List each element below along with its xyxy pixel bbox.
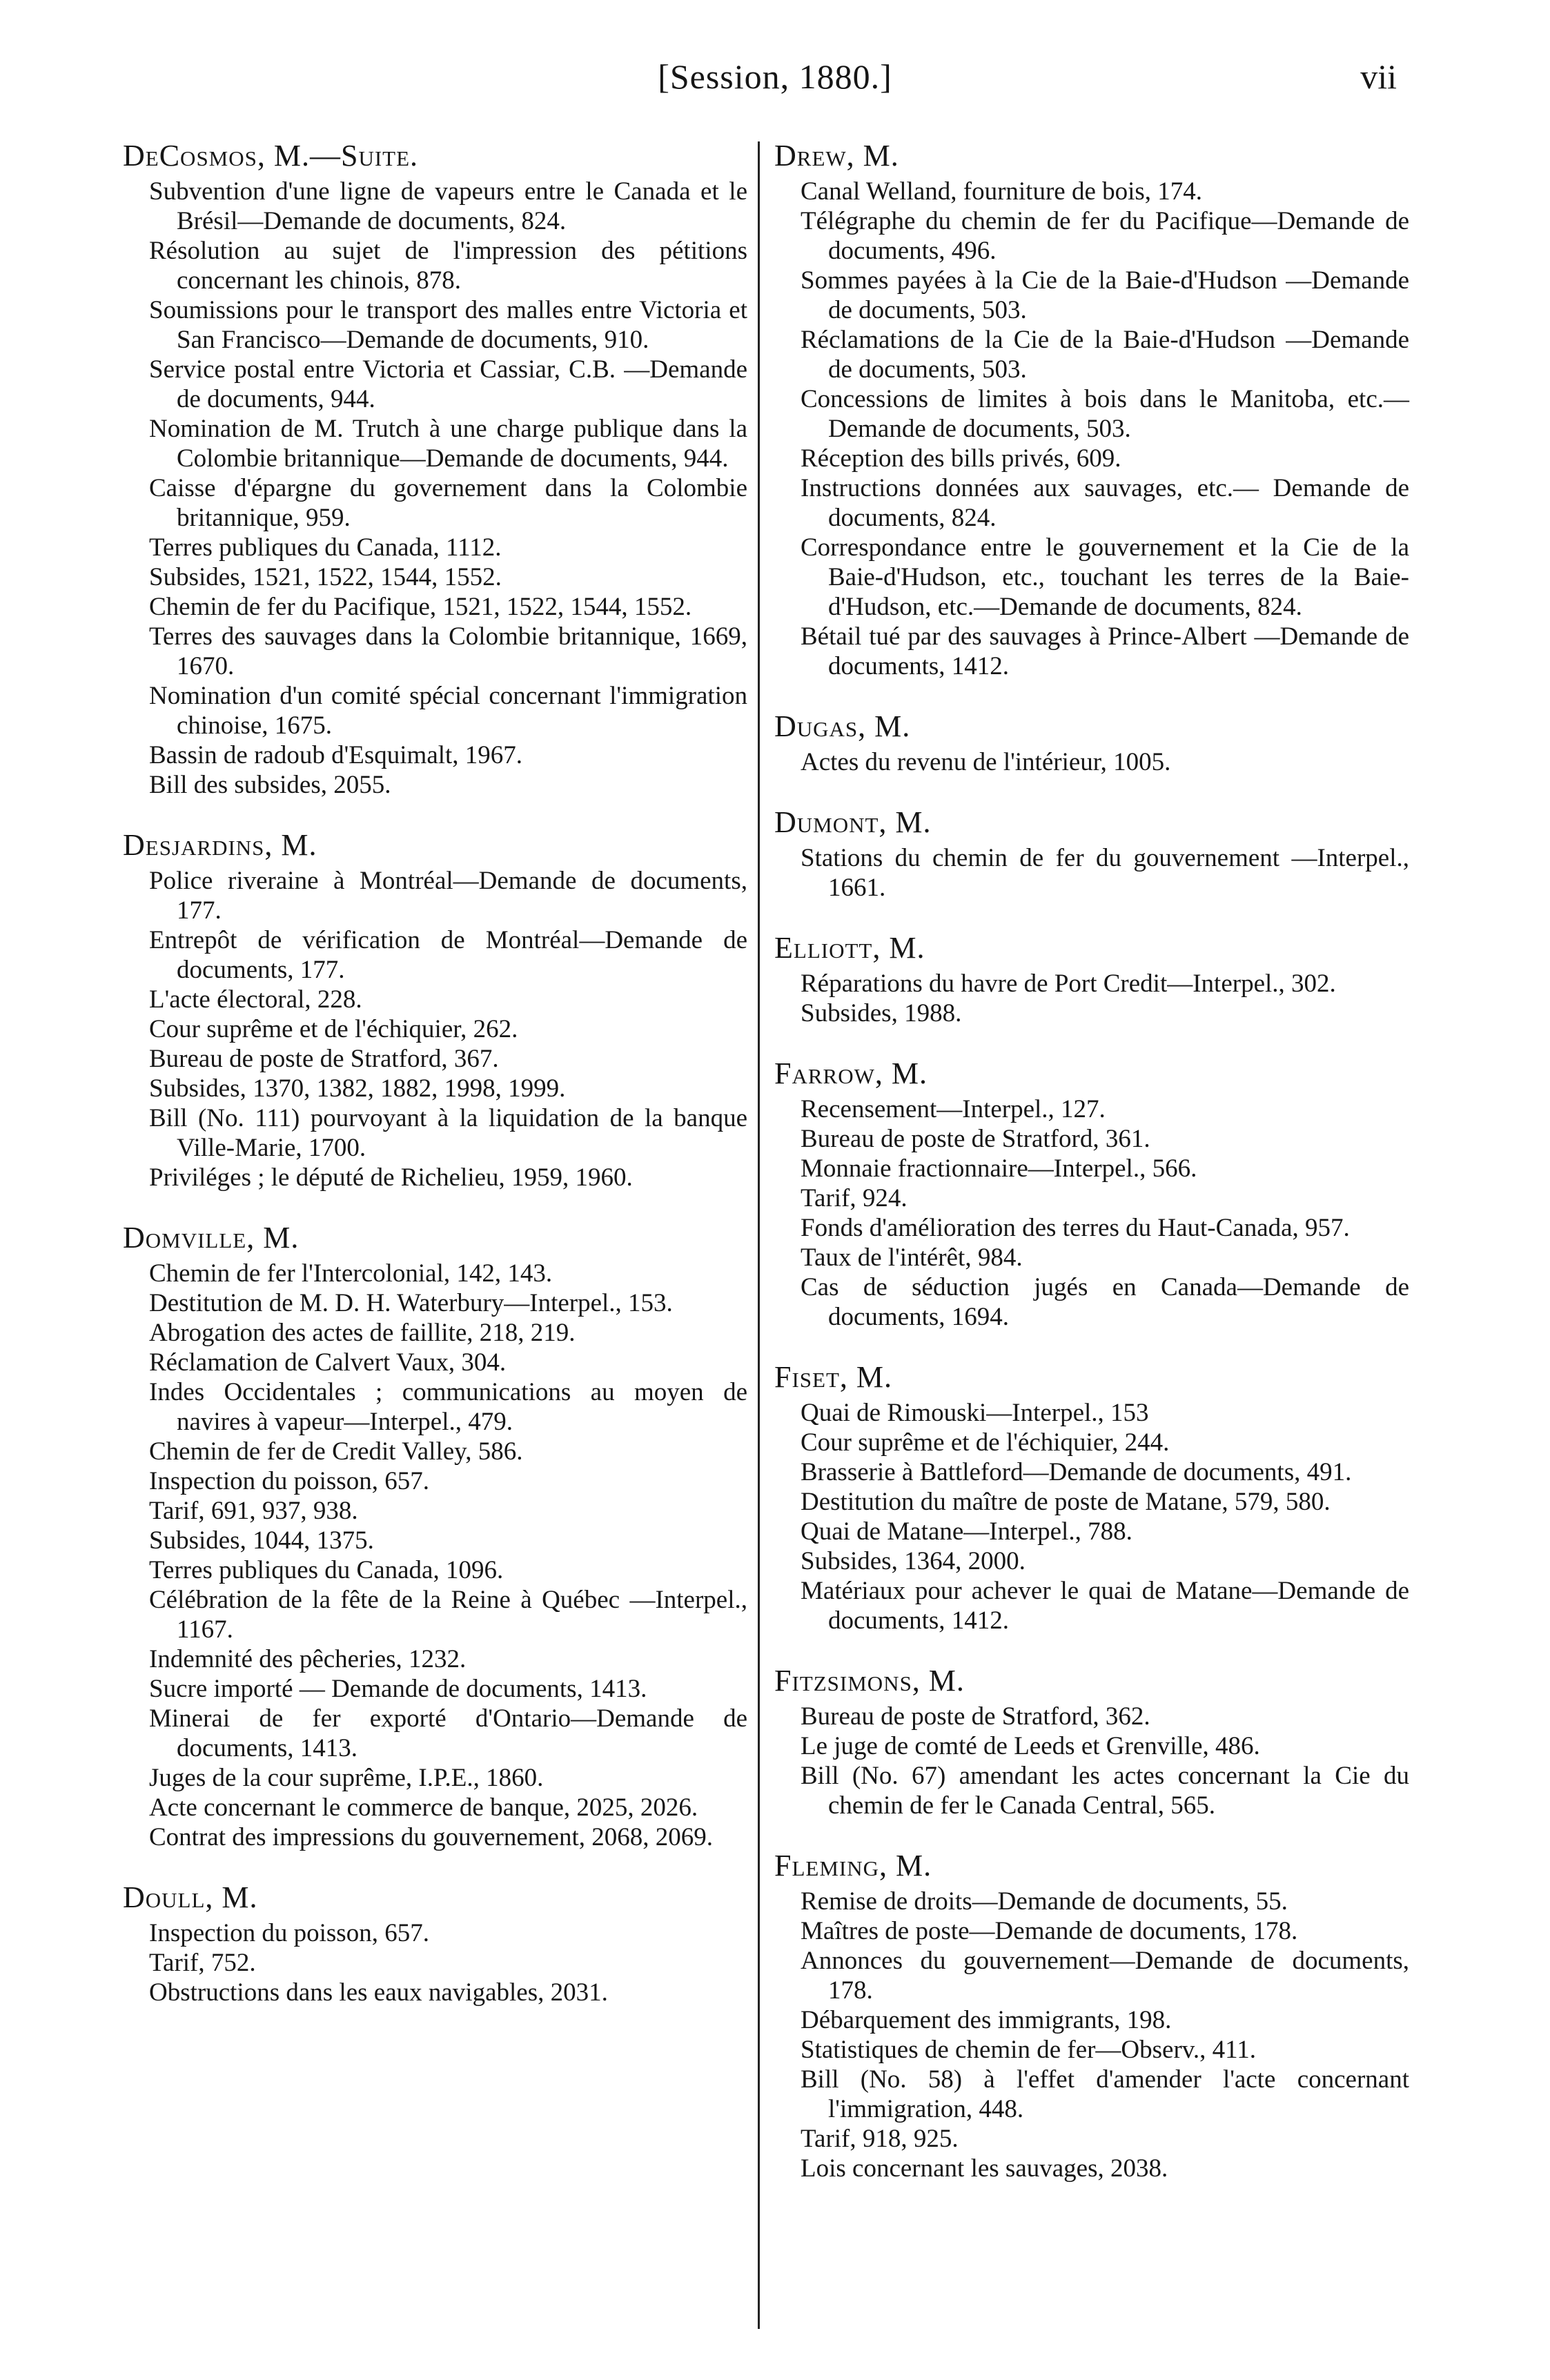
index-entry: Nomination de M. Trutch à une charge publique dans la Colombie britannique—Demande de documents, 944. bbox=[149, 415, 747, 473]
member-name: Drew, M. bbox=[774, 139, 899, 173]
index-entry: Cas de séduction jugés en Canada—Demande de documents, 1694. bbox=[801, 1273, 1409, 1331]
member-name: Dumont, M. bbox=[774, 805, 932, 839]
entry-list bbox=[774, 969, 1409, 1028]
index-entry: Service postal entre Victoria et Cassiar, C.B. —Demande de documents, 944. bbox=[149, 355, 747, 413]
index-section bbox=[774, 1848, 1409, 2183]
index-entry: Abrogation des actes de faillite, 218, 219. bbox=[149, 1319, 576, 1347]
index-entry: Subsides, 1521, 1522, 1544, 1552. bbox=[149, 563, 502, 591]
index-entry: Obstructions dans les eaux navigables, 2031. bbox=[149, 1978, 608, 2007]
index-entry: Recensement—Interpel., 127. bbox=[801, 1095, 1106, 1123]
index-entry: Monnaie fractionnaire—Interpel., 566. bbox=[801, 1154, 1197, 1183]
entry-list bbox=[774, 747, 1409, 777]
member-name: Farrow, M. bbox=[774, 1056, 928, 1090]
index-entry: Instructions données aux sauvages, etc.— Demande de documents, 824. bbox=[801, 474, 1409, 532]
right-column bbox=[774, 138, 1409, 2211]
entry-list bbox=[774, 177, 1409, 681]
index-section bbox=[774, 138, 1409, 681]
entry-list bbox=[123, 177, 747, 800]
index-entry: Soumissions pour le transport des malles entre Victoria et San Francisco—Demande de documents, 910. bbox=[149, 296, 747, 354]
index-entry: Sommes payées à la Cie de la Baie-d'Hudson —Demande de documents, 503. bbox=[801, 266, 1409, 324]
index-entry: Acte concernant le commerce de banque, 2025, 2026. bbox=[149, 1793, 698, 1822]
index-entry: Réclamation de Calvert Vaux, 304. bbox=[149, 1348, 507, 1377]
index-entry: Minerai de fer exporté d'Ontario—Demande de documents, 1413. bbox=[149, 1704, 747, 1762]
index-entry: Taux de l'intérêt, 984. bbox=[801, 1243, 1023, 1272]
index-entry: Résolution au sujet de l'impression des pétitions concernant les chinois, 878. bbox=[149, 237, 747, 295]
index-entry: Chemin de fer du Pacifique, 1521, 1522, 1544, 1552. bbox=[149, 593, 692, 621]
index-entry: Bill (No. 67) amendant les actes concernant la Cie du chemin de fer le Canada Central, 565. bbox=[801, 1762, 1409, 1820]
index-section bbox=[774, 1663, 1409, 1820]
index-entry: Bill (No. 111) pourvoyant à la liquidation de la banque Ville-Marie, 1700. bbox=[149, 1104, 747, 1162]
index-entry: Subsides, 1364, 2000. bbox=[801, 1547, 1026, 1575]
index-entry: Contrat des impressions du gouvernement, 2068, 2069. bbox=[149, 1823, 713, 1851]
index-entry: Subsides, 1988. bbox=[801, 999, 962, 1027]
index-entry: Inspection du poisson, 657. bbox=[149, 1467, 429, 1495]
index-section bbox=[123, 827, 747, 1192]
index-entry: Le juge de comté de Leeds et Grenville, 486. bbox=[801, 1732, 1260, 1760]
member-name: Domville, M. bbox=[123, 1221, 300, 1255]
index-entry: Statistiques de chemin de fer—Observ., 411. bbox=[801, 2036, 1257, 2064]
index-entry: Nomination d'un comité spécial concernant l'immigration chinoise, 1675. bbox=[149, 682, 747, 740]
index-entry: Bétail tué par des sauvages à Prince-Albert —Demande de documents, 1412. bbox=[801, 622, 1409, 680]
index-entry: Cour suprême et de l'échiquier, 244. bbox=[801, 1428, 1170, 1457]
index-entry: Maîtres de poste—Demande de documents, 178. bbox=[801, 1917, 1298, 1945]
index-section bbox=[774, 930, 1409, 1028]
index-section bbox=[123, 1880, 747, 2007]
index-entry: Terres des sauvages dans la Colombie britannique, 1669, 1670. bbox=[149, 622, 747, 680]
index-entry: Tarif, 752. bbox=[149, 1949, 256, 1977]
index-entry: Fonds d'amélioration des terres du Haut-Canada, 957. bbox=[801, 1214, 1350, 1242]
page-number: vii bbox=[1360, 57, 1397, 96]
index-entry: Réception des bills privés, 609. bbox=[801, 444, 1121, 473]
index-entry: Entrepôt de vérification de Montréal—Demande de documents, 177. bbox=[149, 926, 747, 984]
index-entry: Lois concernant les sauvages, 2038. bbox=[801, 2154, 1168, 2183]
member-name: Fiset, M. bbox=[774, 1360, 893, 1394]
index-entry: Priviléges ; le député de Richelieu, 1959, 1960. bbox=[149, 1163, 633, 1192]
index-entry: Subsides, 1044, 1375. bbox=[149, 1526, 374, 1555]
index-entry: Subsides, 1370, 1382, 1882, 1998, 1999. bbox=[149, 1074, 566, 1103]
member-name: DeCosmos, M.—Suite. bbox=[123, 139, 419, 173]
index-section bbox=[774, 709, 1409, 777]
column-divider bbox=[758, 141, 760, 2329]
index-entry: Matériaux pour achever le quai de Matane—Demande de documents, 1412. bbox=[801, 1577, 1409, 1635]
index-entry: Chemin de fer de Credit Valley, 586. bbox=[149, 1437, 523, 1466]
index-entry: Terres publiques du Canada, 1096. bbox=[149, 1556, 504, 1584]
index-entry: Tarif, 691, 937, 938. bbox=[149, 1497, 358, 1525]
entry-list bbox=[123, 866, 747, 1192]
entry-list bbox=[123, 1259, 747, 1852]
entry-list bbox=[774, 1702, 1409, 1820]
index-section bbox=[774, 1359, 1409, 1635]
index-entry: Quai de Rimouski—Interpel., 153 bbox=[801, 1399, 1149, 1427]
index-entry: Terres publiques du Canada, 1112. bbox=[149, 533, 502, 562]
index-entry: Police riveraine à Montréal—Demande de documents, 177. bbox=[149, 867, 747, 925]
index-entry: Indemnité des pêcheries, 1232. bbox=[149, 1645, 467, 1673]
index-entry: Réparations du havre de Port Credit—Interpel., 302. bbox=[801, 970, 1336, 998]
index-section bbox=[123, 1220, 747, 1852]
member-name: Dugas, M. bbox=[774, 709, 911, 743]
index-entry: L'acte électoral, 228. bbox=[149, 985, 362, 1014]
member-name: Elliott, M. bbox=[774, 931, 925, 965]
entry-list bbox=[774, 1094, 1409, 1332]
index-entry: Sucre importé — Demande de documents, 1413. bbox=[149, 1675, 647, 1703]
index-entry: Bassin de radoub d'Esquimalt, 1967. bbox=[149, 741, 523, 769]
index-section bbox=[774, 805, 1409, 903]
index-entry: Destitution du maître de poste de Matane, 579, 580. bbox=[801, 1488, 1331, 1516]
index-entry: Destitution de M. D. H. Waterbury—Interpel., 153. bbox=[149, 1289, 673, 1317]
index-entry: Actes du revenu de l'intérieur, 1005. bbox=[801, 748, 1171, 776]
index-entry: Cour suprême et de l'échiquier, 262. bbox=[149, 1015, 518, 1043]
member-name: Desjardins, M. bbox=[123, 828, 317, 862]
index-entry: Célébration de la fête de la Reine à Québec —Interpel., 1167. bbox=[149, 1586, 747, 1644]
index-entry: Tarif, 924. bbox=[801, 1184, 908, 1212]
entry-list bbox=[774, 1887, 1409, 2183]
index-entry: Bill des subsides, 2055. bbox=[149, 771, 391, 799]
entry-list bbox=[774, 1398, 1409, 1635]
page-header bbox=[0, 50, 1550, 105]
index-entry: Chemin de fer l'Intercolonial, 142, 143. bbox=[149, 1259, 553, 1288]
index-entry: Quai de Matane—Interpel., 788. bbox=[801, 1517, 1132, 1546]
index-section bbox=[774, 1056, 1409, 1332]
index-entry: Bill (No. 58) à l'effet d'amender l'acte concernant l'immigration, 448. bbox=[801, 2065, 1409, 2123]
member-name: Fleming, M. bbox=[774, 1849, 932, 1882]
index-entry: Caisse d'épargne du governement dans la Colombie britannique, 959. bbox=[149, 474, 747, 532]
index-entry: Télégraphe du chemin de fer du Pacifique—Demande de documents, 496. bbox=[801, 207, 1409, 265]
session-title: [Session, 1880.] bbox=[658, 57, 892, 96]
entry-list bbox=[774, 843, 1409, 903]
index-entry: Bureau de poste de Stratford, 362. bbox=[801, 1702, 1150, 1731]
index-entry: Stations du chemin de fer du gouvernement —Interpel., 1661. bbox=[801, 844, 1409, 902]
index-entry: Bureau de poste de Stratford, 367. bbox=[149, 1045, 499, 1073]
index-entry: Annonces du gouvernement—Demande de documents, 178. bbox=[801, 1947, 1409, 2005]
index-entry: Bureau de poste de Stratford, 361. bbox=[801, 1125, 1150, 1153]
index-entry: Juges de la cour suprême, I.P.E., 1860. bbox=[149, 1764, 544, 1792]
index-entry: Canal Welland, fourniture de bois, 174. bbox=[801, 177, 1203, 206]
member-name: Fitzsimons, M. bbox=[774, 1664, 965, 1698]
entry-list bbox=[123, 1918, 747, 2007]
index-entry: Débarquement des immigrants, 198. bbox=[801, 2006, 1172, 2034]
index-entry: Inspection du poisson, 657. bbox=[149, 1919, 429, 1947]
index-entry: Subvention d'une ligne de vapeurs entre le Canada et le Brésil—Demande de documents, 824. bbox=[149, 177, 747, 235]
index-entry: Indes Occidentales ; communications au moyen de navires à vapeur—Interpel., 479. bbox=[149, 1378, 747, 1436]
index-entry: Correspondance entre le gouvernement et la Cie de la Baie-d'Hudson, etc., touchant les terres de la Baie-d'Hudson, etc.—Demande de documents, 824. bbox=[801, 533, 1409, 621]
index-entry: Concessions de limites à bois dans le Manitoba, etc.—Demande de documents, 503. bbox=[801, 385, 1409, 443]
index-entry: Remise de droits—Demande de documents, 55. bbox=[801, 1887, 1288, 1916]
index-section bbox=[123, 138, 747, 800]
index-entry: Tarif, 918, 925. bbox=[801, 2125, 959, 2153]
index-entry: Réclamations de la Cie de la Baie-d'Hudson —Demande de documents, 503. bbox=[801, 326, 1409, 384]
member-name: Doull, M. bbox=[123, 1880, 258, 1914]
index-entry: Brasserie à Battleford—Demande de documents, 491. bbox=[801, 1458, 1352, 1486]
left-column bbox=[123, 138, 747, 2035]
